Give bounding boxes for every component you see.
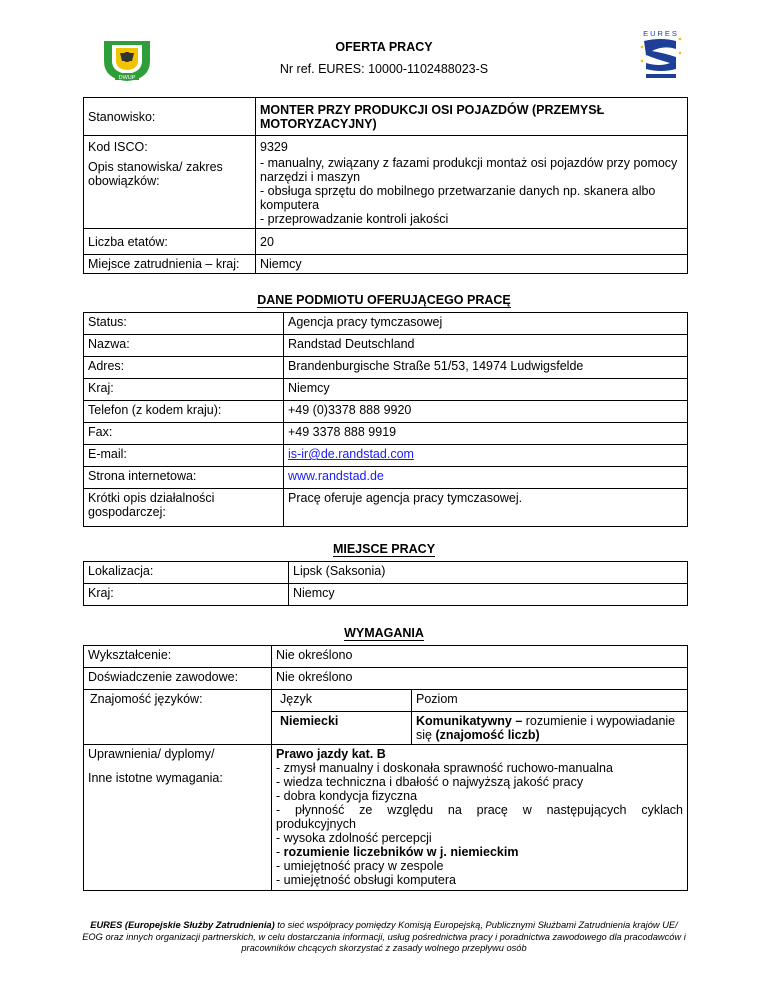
poziom-bold: Komunikatywny –: [416, 714, 523, 728]
fax-value: +49 3378 888 9919: [284, 423, 688, 445]
lokalizacja-label: Lokalizacja:: [84, 562, 289, 584]
opis-dzialalnosci-value: Pracę oferuje agencja pracy tymczasowej.: [284, 489, 688, 527]
website-link[interactable]: www.randstad.de: [288, 469, 384, 483]
miejsce-label: Miejsce zatrudnienia – kraj:: [84, 255, 256, 274]
table-row: [84, 690, 688, 712]
workplace-section-title: [0, 542, 768, 556]
opis-dzialalnosci-label: Krótki opis działalności gospodarczej:: [84, 489, 284, 527]
wyksztalcenie-label: Wykształcenie:: [84, 646, 272, 668]
table-row: [84, 229, 688, 255]
uprawnienia-cell: [84, 745, 272, 891]
wyksztalcenie-value: Nie określono: [272, 646, 688, 668]
reference-number: Nr ref. EURES: 10000-1102488023-S: [279, 62, 489, 76]
inne-line: - wysoka zdolność percepcji: [276, 831, 432, 845]
inne-bold-text: rozumienie liczebników w j. niemieckim: [283, 845, 519, 859]
nazwa-value: Randstad Deutschland: [284, 335, 688, 357]
footer-text: to sieć współpracy pomiędzy Komisją Europejską, Publicznymi Służbami Zatrudnienia krajów UE/ EOG oraz innych organizacji partnerskich, w celu dostarczania informacji, usług pośrednictwa pracy i poradnictwa zawodowego dla pracodawców i pracowników chcących skorzystać z zasady wolnego przepływu osób: [82, 920, 686, 953]
uprawnienia-label: Uprawnienia/ dyplomy/: [88, 747, 215, 761]
inne-line: - umiejętność obsługi komputera: [276, 873, 456, 887]
table-row: [84, 379, 688, 401]
status-value: Agencja pracy tymczasowej: [284, 313, 688, 335]
adres-value: Brandenburgische Straße 51/53, 14974 Ludwigsfelde: [284, 357, 688, 379]
kod-isco-label: Kod ISCO:: [84, 136, 256, 157]
opis-line: - obsługa sprzętu do mobilnego przetwarzanie danych np. skanera albo komputera: [260, 184, 656, 212]
opis-line: - przeprowadzanie kontroli jakości: [260, 212, 449, 226]
workplace-table: [83, 561, 688, 606]
table-row: [84, 562, 688, 584]
adres-label: Adres:: [84, 357, 284, 379]
poziom-value: [412, 712, 688, 745]
uprawnienia-value: Prawo jazdy kat. B: [276, 747, 386, 761]
poziom-bold2: (znajomość liczb): [435, 728, 540, 742]
email-cell: [284, 445, 688, 467]
opis-label: Opis stanowiska/ zakres obowiązków:: [84, 156, 256, 229]
dwup-logo-text: DWUP: [118, 75, 136, 81]
stanowisko-value: MONTER PRZY PRODUKCJI OSI POJAZDÓW (PRZEMYSŁ MOTORYZACYJNY): [256, 98, 688, 136]
liczba-label: Liczba etatów:: [84, 229, 256, 255]
table-row: [84, 401, 688, 423]
requirements-section-title: [0, 626, 768, 640]
doswiadczenie-label: Doświadczenie zawodowe:: [84, 668, 272, 690]
stanowisko-label: Stanowisko:: [84, 98, 256, 136]
inne-line: - dobra kondycja fizyczna: [276, 789, 418, 803]
miejsce-kraj-label: Kraj:: [84, 584, 289, 606]
miejsce-kraj-value: Niemcy: [289, 584, 688, 606]
employer-section-title: [0, 293, 768, 307]
workplace-section-title-text: MIEJSCE PRACY: [332, 542, 436, 556]
table-row: [84, 745, 688, 891]
telefon-label: Telefon (z kodem kraju):: [84, 401, 284, 423]
table-row: [84, 156, 688, 229]
table-row: [84, 98, 688, 136]
jezyki-label: Znajomość języków:: [84, 690, 272, 745]
table-row: [84, 136, 688, 157]
jezyk-header: Język: [272, 690, 412, 712]
footer-note: [80, 920, 688, 955]
footer-bold: EURES (Europejskie Służby Zatrudnienia): [90, 920, 275, 930]
kod-isco-value: 9329: [256, 136, 688, 157]
www-cell: [284, 467, 688, 489]
opis-line: - manualny, związany z fazami produkcji montaż osi pojazdów przy pomocy narzędzi i maszyn: [260, 156, 678, 184]
inne-label: Inne istotne wymagania:: [88, 771, 223, 785]
inne-line: - wiedza techniczna i dbałość o najwyższą jakość pracy: [276, 775, 584, 789]
nazwa-label: Nazwa:: [84, 335, 284, 357]
poziom-rest: rozumienie i wypowiadanie się: [416, 714, 676, 742]
inne-value: [272, 745, 688, 891]
table-row: [84, 489, 688, 527]
table-row: [84, 255, 688, 274]
table-row: [84, 646, 688, 668]
eures-logo-text: EURES: [643, 29, 679, 38]
kraj-label: Kraj:: [84, 379, 284, 401]
table-row: [84, 335, 688, 357]
inne-line: - zmysł manualny i doskonała sprawność ruchowo-manualna: [276, 761, 613, 775]
table-row: [84, 357, 688, 379]
fax-label: Fax:: [84, 423, 284, 445]
table-row: [84, 668, 688, 690]
employer-table: [83, 312, 688, 527]
liczba-value: 20: [256, 229, 688, 255]
table-row: [84, 445, 688, 467]
telefon-value: +49 (0)3378 888 9920: [284, 401, 688, 423]
table-row: [84, 584, 688, 606]
inne-line-bold: [276, 845, 683, 859]
inne-line: - płynność ze względu na pracę w następujących cyklach produkcyjnych: [276, 803, 683, 831]
opis-value: [256, 156, 688, 229]
email-label: E-mail:: [84, 445, 284, 467]
table-row: [84, 423, 688, 445]
position-table: [83, 97, 688, 274]
status-label: Status:: [84, 313, 284, 335]
kraj-value: Niemcy: [284, 379, 688, 401]
requirements-table: [83, 645, 688, 891]
www-label: Strona internetowa:: [84, 467, 284, 489]
jezyk-value: Niemiecki: [272, 712, 412, 745]
inne-bold-prefix: -: [276, 845, 284, 859]
doswiadczenie-value: Nie określono: [272, 668, 688, 690]
requirements-section-title-text: WYMAGANIA: [344, 626, 424, 640]
miejsce-value: Niemcy: [256, 255, 688, 274]
document-title: OFERTA PRACY: [335, 40, 433, 54]
employer-section-title-text: DANE PODMIOTU OFERUJĄCEGO PRACĘ: [257, 293, 511, 307]
table-row: [84, 467, 688, 489]
inne-line: - umiejętność pracy w zespole: [276, 859, 444, 873]
poziom-header: Poziom: [412, 690, 688, 712]
table-row: [84, 313, 688, 335]
email-link[interactable]: is-ir@de.randstad.com: [288, 447, 414, 461]
lokalizacja-value: Lipsk (Saksonia): [289, 562, 688, 584]
